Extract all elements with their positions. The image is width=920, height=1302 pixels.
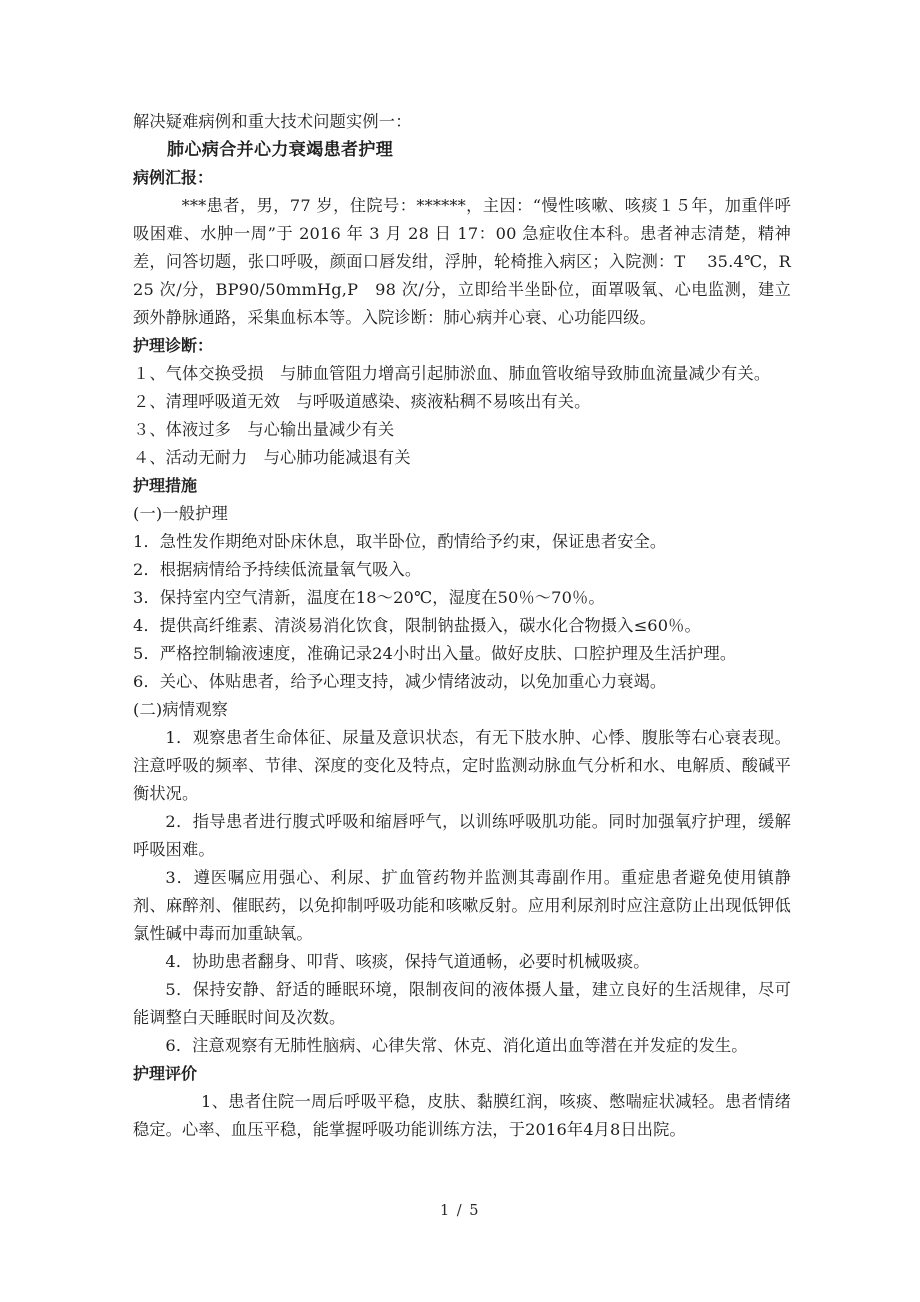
section-heading-nursing-measures: 护理措施 bbox=[133, 476, 198, 495]
general-care-item: 4．提供高纤维素、清淡易消化饮食，限制钠盐摄入，碳水化合物摄入≤60％。 bbox=[133, 616, 701, 635]
intro-line: 解决疑难病例和重大技术问题实例一： bbox=[133, 112, 412, 131]
nursing-diagnosis-item: ４、活动无耐力 与心肺功能减退有关 bbox=[133, 448, 411, 467]
general-care-item: 1．急性发作期绝对卧床休息，取半卧位，酌情给予约束，保证患者安全。 bbox=[133, 532, 667, 551]
observation-item: 2．指导患者进行腹式呼吸和缩唇呼气，以训练呼吸肌功能。同时加强氧疗护理，缓解呼吸困难。 bbox=[133, 812, 791, 859]
section-heading-nursing-diagnosis: 护理诊断： bbox=[133, 336, 214, 355]
general-care-item: 6．关心、体贴患者，给予心理支持，减少情绪波动，以免加重心力衰竭。 bbox=[133, 672, 667, 691]
nursing-diagnosis-item: １、气体交换受损 与肺血管阻力增高引起肺淤血、肺血管收缩导致肺血流量减少有关。 bbox=[133, 364, 771, 383]
section-heading-case-report: 病例汇报： bbox=[133, 168, 214, 187]
observation-item: 1．观察患者生命体征、尿量及意识状态，有无下肢水肿、心悸、腹胀等右心衰表现。注意呼吸的频率、节律、深度的变化及特点，定时监测动脉血气分析和水、电解质、酸碱平衡状况。 bbox=[133, 728, 791, 803]
nursing-diagnosis-item: ３、体液过多 与心输出量减少有关 bbox=[133, 420, 395, 439]
section-heading-nursing-evaluation: 护理评价 bbox=[133, 1064, 198, 1083]
general-care-item: 3．保持室内空气清新，温度在18～20℃，湿度在50％～70％。 bbox=[133, 588, 605, 607]
page-title: 肺心病合并心力衰竭患者护理 bbox=[167, 140, 394, 160]
nursing-diagnosis-item: ２、清理呼吸道无效 与呼吸道感染、痰液粘稠不易咳出有关。 bbox=[133, 392, 591, 411]
observation-item: 6．注意观察有无肺性脑病、心律失常、休克、消化道出血等潜在并发症的发生。 bbox=[165, 1036, 748, 1055]
case-report-paragraph: ***患者，男，77 岁，住院号：******，主因：“慢性咳嗽、咳痰１５年，加重伴呼吸困难、水肿一周”于 2016 年 3 月 28 日 17：00 急症收住本科。患者神志清楚，精神差，问答切题，张口呼吸，颜面口唇发绀，浮肿，轮椅推入病区；入院测：T 35.4℃，R 25 次/分，BP90/50mmHg,P 98 次/分，立即给半坐卧位，面罩吸氧、心电监测，建立颈外静脉通路，采集血标本等。入院诊断：肺心病并心衰、心功能四级。 bbox=[133, 196, 791, 327]
subsection-heading-condition-observation: (二)病情观察 bbox=[133, 700, 228, 719]
nursing-evaluation-paragraph: 1、患者住院一周后呼吸平稳，皮肤、黏膜红润，咳痰、憋喘症状减轻。患者情绪稳定。心率、血压平稳，能掌握呼吸功能训练方法，于2016年4月8日出院。 bbox=[133, 1092, 791, 1139]
subsection-heading-general-care: (一)一般护理 bbox=[133, 504, 228, 523]
general-care-item: 5．严格控制输液速度，准确记录24小时出入量。做好皮肤、口腔护理及生活护理。 bbox=[133, 644, 737, 663]
observation-item: 5．保持安静、舒适的睡眠环境，限制夜间的液体摄人量，建立良好的生活规律，尽可能调整白天睡眠时间及次数。 bbox=[133, 980, 791, 1027]
observation-item: 3．遵医嘱应用强心、利尿、扩血管药物并监测其毒副作用。重症患者避免使用镇静剂、麻醉剂、催眠药，以免抑制呼吸功能和咳嗽反射。应用利尿剂时应注意防止出现低钾低氯性碱中毒而加重缺氧。 bbox=[133, 868, 791, 943]
general-care-item: 2．根据病情给予持续低流量氧气吸入。 bbox=[133, 560, 422, 579]
observation-item: 4．协助患者翻身、叩背、咳痰，保持气道通畅，必要时机械吸痰。 bbox=[165, 952, 650, 971]
page-number-footer: 1 / 5 bbox=[439, 1203, 481, 1219]
document-body bbox=[133, 108, 793, 1144]
